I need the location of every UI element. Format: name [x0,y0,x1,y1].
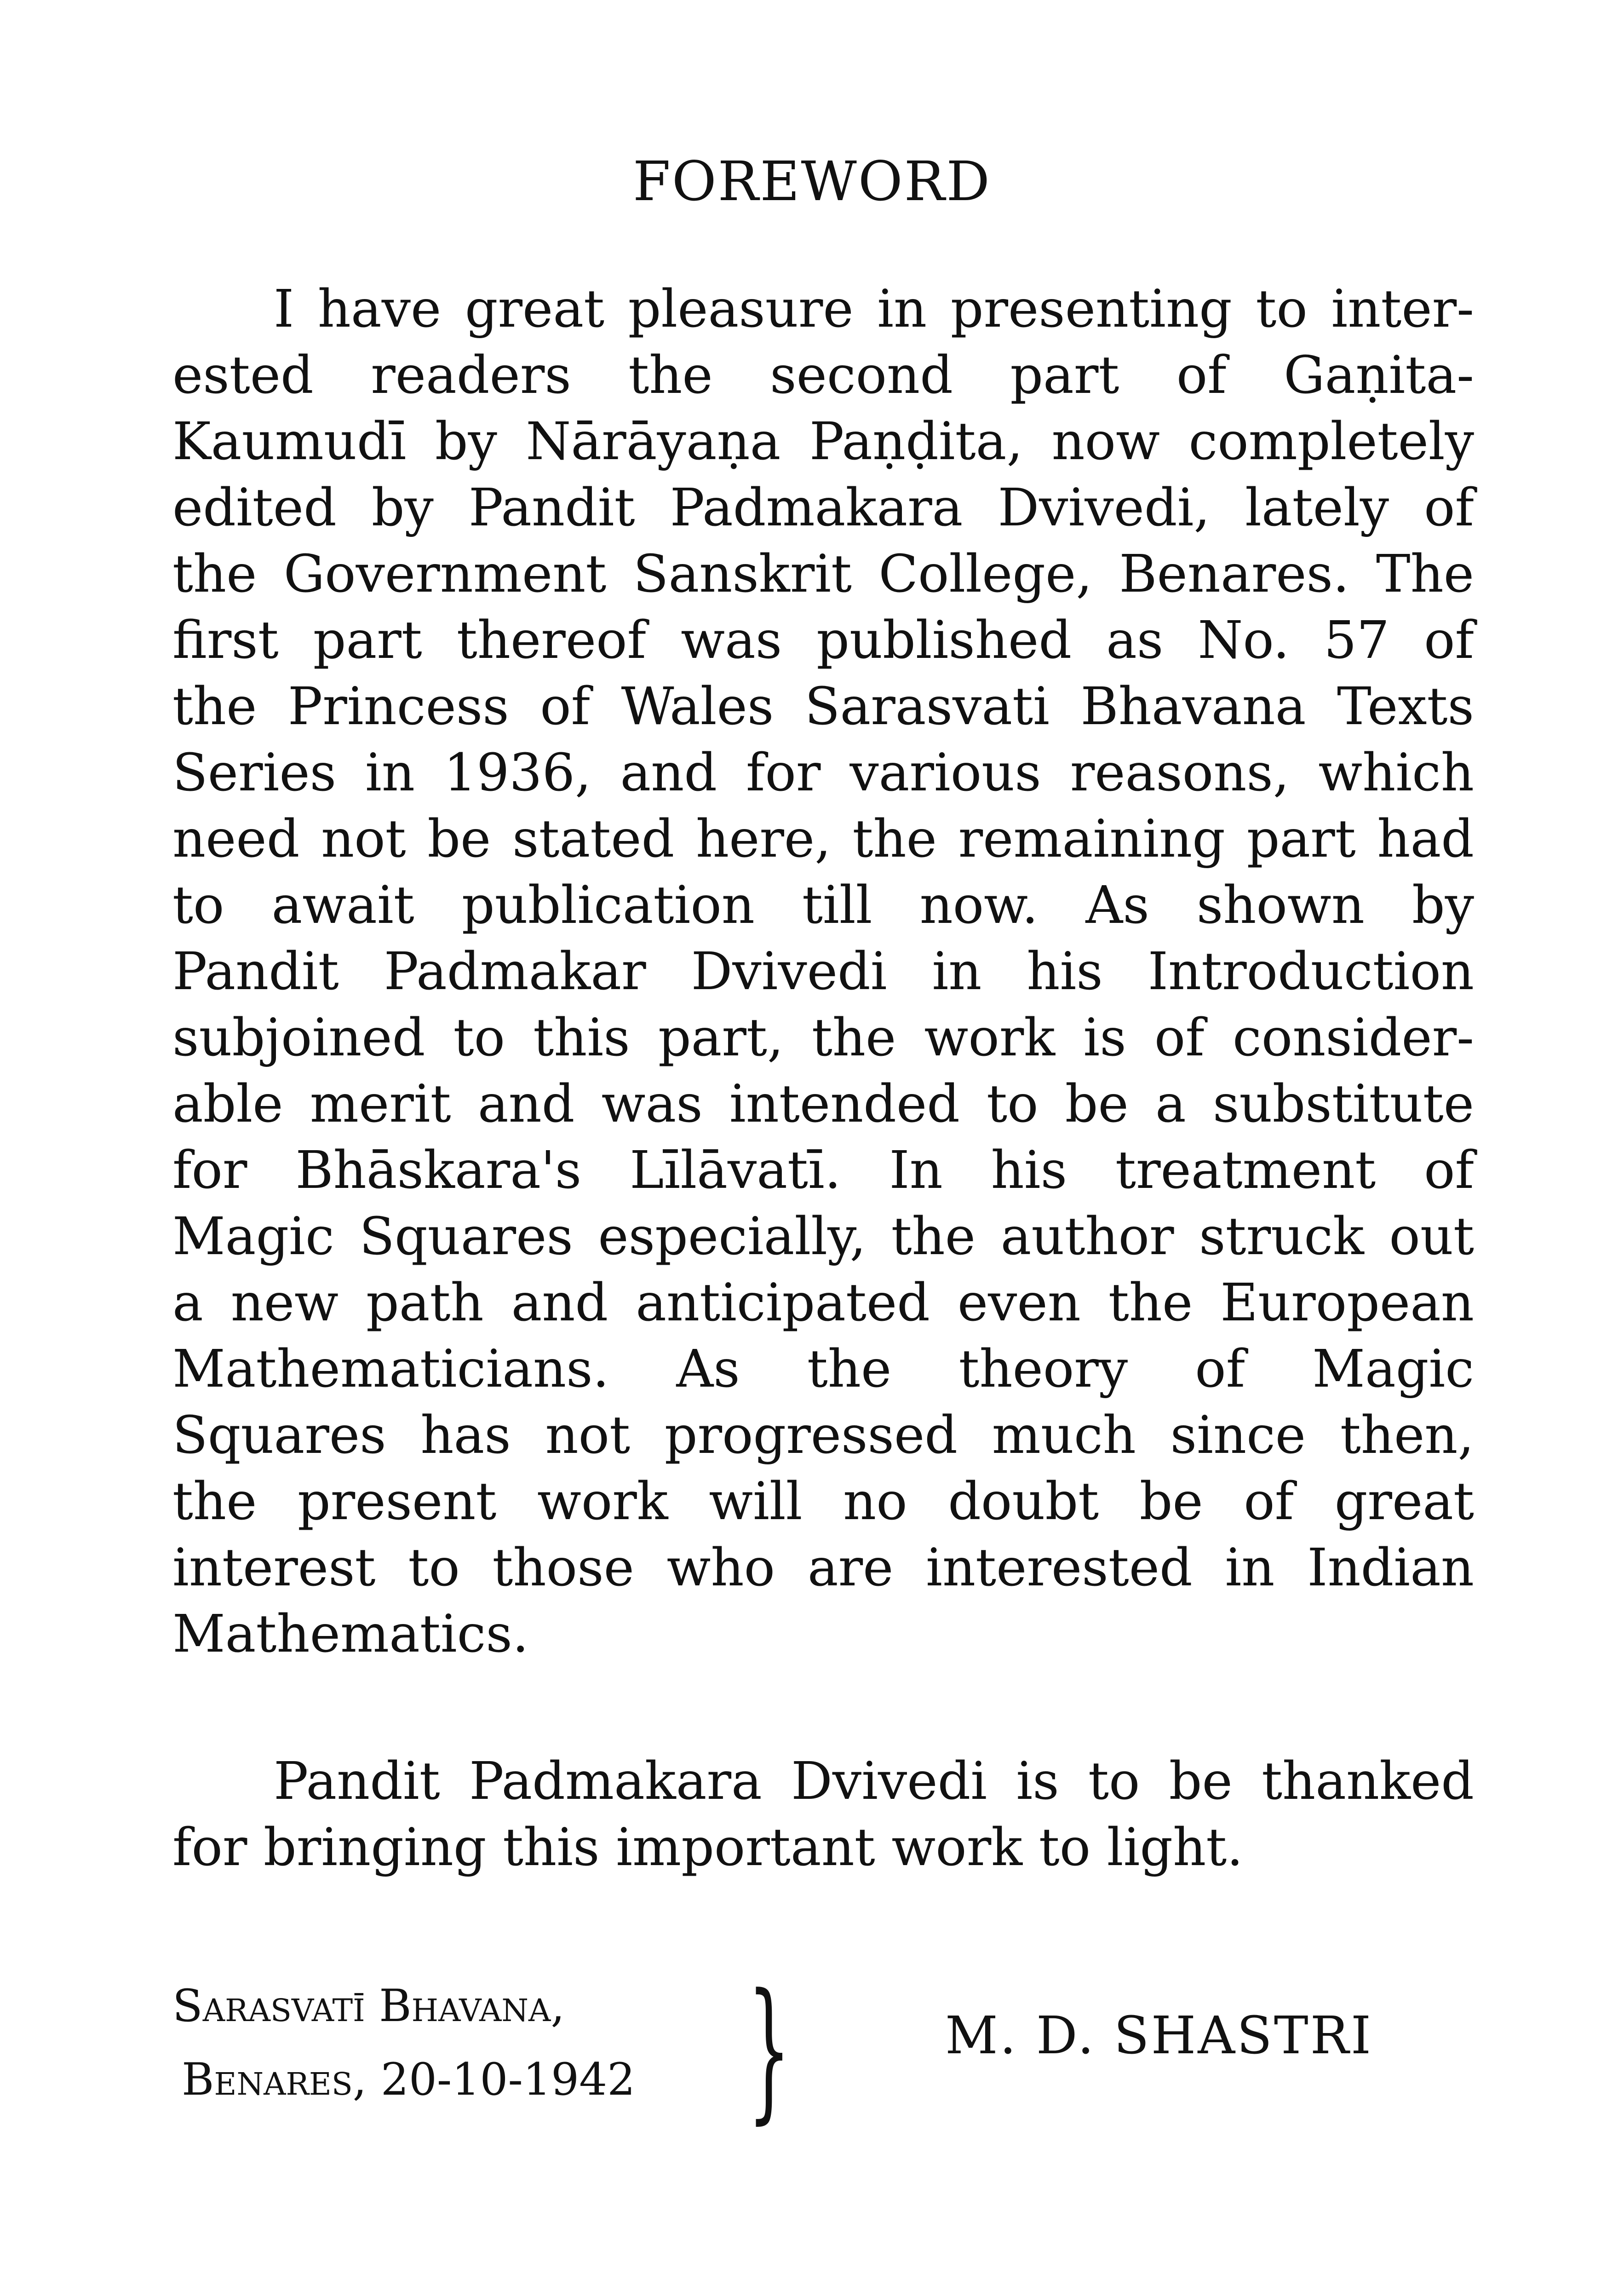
text-line: for bringing this important work to light. [172,1818,1243,1878]
text-line: Series in 1936, and for various reasons, which [172,743,1474,803]
text-line: first part thereof was published as No. 57 of [172,611,1474,670]
text-line: subjoined to this part, the work is of consider- [172,1008,1474,1068]
text-line: Kaumudī by Nārāyaṇa Paṇḍita, now completely [172,412,1474,472]
text-line: interest to those who are interested in Indian [172,1538,1474,1598]
text-line: to await publication till now. As shown by [172,876,1474,935]
paragraph-2 [172,1748,1474,1881]
text-line: need not be stated here, the remaining part had [172,809,1474,869]
text-line: Mathematicians. As the theory of Magic [172,1339,1474,1399]
signatory-name: M. D. SHASTRI [945,2006,1373,2066]
text-line: Pandit Padmakar Dvivedi in his Introduction [172,942,1474,1002]
text-line: a new path and anticipated even the European [172,1273,1474,1333]
text-line: for Bhāskara's Līlāvatī. In his treatment of [172,1140,1474,1200]
paragraph-1 [172,276,1474,1667]
curly-brace: } [747,1961,791,2138]
date-line: Benares, 20-10-1942 [182,2054,636,2105]
text-line: Pandit Padmakara Dvivedi is to be thanked [274,1751,1474,1811]
place-line: Sarasvatī Bhavana, [172,1980,565,2032]
text-line: the Princess of Wales Sarasvati Bhavana Texts [172,677,1474,737]
text-line: I have great pleasure in presenting to inter- [274,279,1474,339]
signature-block [172,1961,1474,2153]
text-line: Squares has not progressed much since then, [172,1405,1474,1465]
text-line: the Government Sanskrit College, Benares. The [172,544,1474,604]
text-line: ested readers the second part of Gaṇita- [172,346,1474,405]
text-line: edited by Pandit Padmakara Dvivedi, lately of [172,478,1474,538]
text-line: the present work will no doubt be of great [172,1472,1474,1532]
place-and-date [172,1969,635,2116]
text-line: able merit and was intended to be a substitute [172,1074,1474,1134]
text-line: Mathematics. [172,1604,529,1664]
page-title: FOREWORD [632,150,992,213]
text-line: Magic Squares especially, the author struck out [172,1207,1474,1267]
